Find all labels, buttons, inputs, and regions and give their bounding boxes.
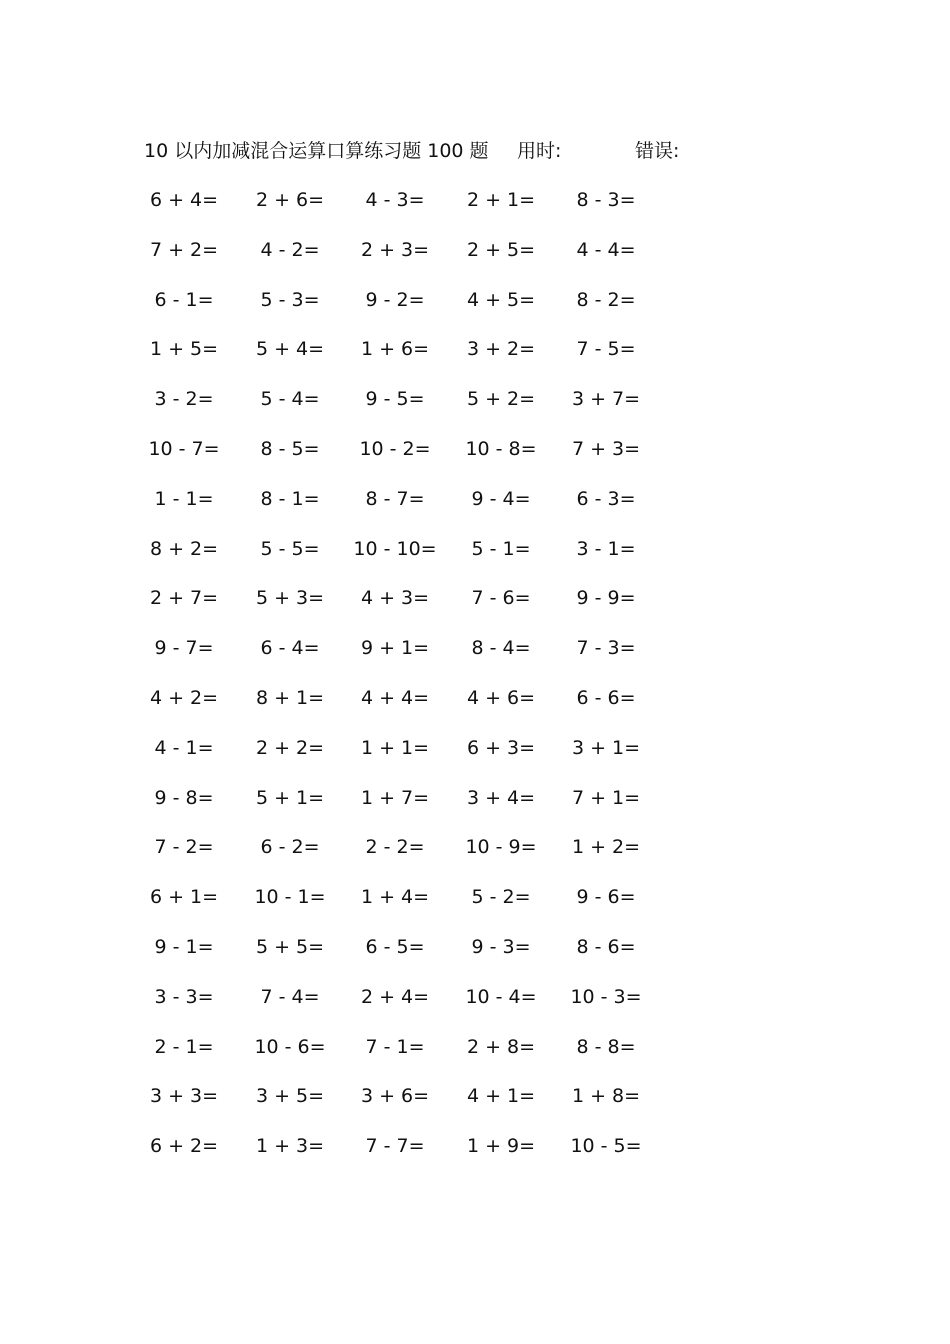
problem-cell: 9 - 2= xyxy=(365,288,425,311)
problem-cell: 2 + 2= xyxy=(255,736,325,759)
problem-row xyxy=(0,1132,950,1182)
problem-cell: 5 + 3= xyxy=(255,587,325,610)
problem-cell: 6 - 3= xyxy=(576,487,636,510)
problem-cell: 8 - 5= xyxy=(260,437,320,460)
problem-cell: 4 - 4= xyxy=(576,238,636,261)
problem-cell: 2 + 6= xyxy=(255,189,325,211)
problem-cell: 3 - 3= xyxy=(154,985,214,1008)
problem-cell: 8 - 2= xyxy=(576,288,636,311)
problem-cell: 5 - 2= xyxy=(471,886,531,909)
problem-cell: 9 + 1= xyxy=(360,637,430,660)
problem-cell: 10 - 6= xyxy=(254,1035,326,1058)
worksheet-title: 10 以内加减混合运算口算练习题 100 题 xyxy=(144,140,489,162)
problem-row xyxy=(0,535,950,585)
problem-cell: 2 + 1= xyxy=(466,189,536,211)
problem-cell: 9 - 9= xyxy=(576,587,636,610)
problem-cell: 4 + 5= xyxy=(466,288,536,311)
problem-row xyxy=(0,833,950,883)
problem-cell: 4 + 1= xyxy=(466,1085,536,1108)
problem-cell: 10 - 9= xyxy=(465,836,537,859)
problem-cell: 1 + 2= xyxy=(571,836,641,859)
error-label: 错误: xyxy=(635,140,680,162)
problem-cell: 4 - 3= xyxy=(365,189,425,211)
problem-cell: 5 + 2= xyxy=(466,388,536,411)
problem-row xyxy=(0,435,950,485)
problem-cell: 10 - 5= xyxy=(570,1135,642,1158)
problem-cell: 8 + 1= xyxy=(255,686,325,709)
problem-row xyxy=(0,734,950,784)
problem-cell: 4 + 6= xyxy=(466,686,536,709)
problem-cell: 3 + 5= xyxy=(255,1085,325,1108)
problem-cell: 10 - 2= xyxy=(359,437,431,460)
problem-cell: 1 + 6= xyxy=(360,338,430,361)
problem-cell: 4 - 2= xyxy=(260,238,320,261)
problem-cell: 7 - 7= xyxy=(365,1135,425,1158)
problem-cell: 9 - 3= xyxy=(471,935,531,958)
problem-row xyxy=(0,584,950,634)
problem-cell: 6 + 1= xyxy=(149,886,219,909)
problem-cell: 2 + 8= xyxy=(466,1035,536,1058)
problem-cell: 8 + 2= xyxy=(149,537,219,560)
problem-row xyxy=(0,784,950,834)
problem-row xyxy=(0,883,950,933)
problem-cell: 7 - 4= xyxy=(260,985,320,1008)
problem-row xyxy=(0,634,950,684)
problem-cell: 1 + 7= xyxy=(360,786,430,809)
problem-cell: 4 - 1= xyxy=(154,736,214,759)
problem-cell: 1 - 1= xyxy=(154,487,214,510)
problem-cell: 3 - 2= xyxy=(154,388,214,411)
problem-row xyxy=(0,335,950,385)
problem-row xyxy=(0,684,950,734)
problem-cell: 2 + 7= xyxy=(149,587,219,610)
problem-cell: 7 - 6= xyxy=(471,587,531,610)
problem-cell: 6 + 2= xyxy=(149,1135,219,1158)
problem-cell: 8 - 3= xyxy=(576,189,636,211)
problem-cell: 3 + 1= xyxy=(571,736,641,759)
problem-row xyxy=(0,186,950,236)
problem-cell: 5 - 4= xyxy=(260,388,320,411)
problem-cell: 7 - 5= xyxy=(576,338,636,361)
problem-cell: 6 - 6= xyxy=(576,686,636,709)
problem-cell: 8 - 1= xyxy=(260,487,320,510)
problem-cell: 5 + 5= xyxy=(255,935,325,958)
problem-cell: 8 - 6= xyxy=(576,935,636,958)
problem-cell: 9 - 4= xyxy=(471,487,531,510)
problem-cell: 9 - 5= xyxy=(365,388,425,411)
problem-cell: 1 + 1= xyxy=(360,736,430,759)
problem-cell: 2 + 4= xyxy=(360,985,430,1008)
problem-cell: 4 + 4= xyxy=(360,686,430,709)
problem-grid xyxy=(0,186,950,1182)
problem-cell: 3 + 4= xyxy=(466,786,536,809)
problem-cell: 6 - 5= xyxy=(365,935,425,958)
problem-cell: 8 - 7= xyxy=(365,487,425,510)
problem-cell: 9 - 1= xyxy=(154,935,214,958)
problem-cell: 1 + 8= xyxy=(571,1085,641,1108)
problem-cell: 3 + 6= xyxy=(360,1085,430,1108)
problem-cell: 7 + 1= xyxy=(571,786,641,809)
problem-cell: 5 + 4= xyxy=(255,338,325,361)
problem-cell: 1 + 3= xyxy=(255,1135,325,1158)
problem-cell: 2 - 1= xyxy=(154,1035,214,1058)
problem-cell: 8 - 8= xyxy=(576,1035,636,1058)
problem-cell: 6 + 3= xyxy=(466,736,536,759)
problem-cell: 3 - 1= xyxy=(576,537,636,560)
problem-cell: 10 - 4= xyxy=(465,985,537,1008)
problem-cell: 7 - 3= xyxy=(576,637,636,660)
problem-cell: 3 + 7= xyxy=(571,388,641,411)
problem-cell: 10 - 10= xyxy=(353,537,437,560)
problem-cell: 2 - 2= xyxy=(365,836,425,859)
problem-cell: 2 + 3= xyxy=(360,238,430,261)
problem-row xyxy=(0,385,950,435)
problem-cell: 3 + 2= xyxy=(466,338,536,361)
problem-cell: 1 + 5= xyxy=(149,338,219,361)
problem-cell: 5 - 1= xyxy=(471,537,531,560)
problem-cell: 10 - 3= xyxy=(570,985,642,1008)
problem-cell: 10 - 8= xyxy=(465,437,537,460)
problem-row xyxy=(0,1033,950,1083)
problem-cell: 7 - 2= xyxy=(154,836,214,859)
problem-row xyxy=(0,485,950,535)
problem-cell: 6 - 1= xyxy=(154,288,214,311)
problem-row xyxy=(0,983,950,1033)
problem-cell: 9 - 6= xyxy=(576,886,636,909)
problem-cell: 1 + 4= xyxy=(360,886,430,909)
problem-cell: 1 + 9= xyxy=(466,1135,536,1158)
problem-cell: 5 - 3= xyxy=(260,288,320,311)
problem-cell: 2 + 5= xyxy=(466,238,536,261)
problem-cell: 6 - 2= xyxy=(260,836,320,859)
problem-cell: 8 - 4= xyxy=(471,637,531,660)
problem-cell: 9 - 7= xyxy=(154,637,214,660)
problem-cell: 4 + 2= xyxy=(149,686,219,709)
problem-cell: 7 - 1= xyxy=(365,1035,425,1058)
problem-cell: 4 + 3= xyxy=(360,587,430,610)
problem-cell: 10 - 1= xyxy=(254,886,326,909)
problem-cell: 7 + 2= xyxy=(149,238,219,261)
problem-cell: 6 - 4= xyxy=(260,637,320,660)
problem-cell: 9 - 8= xyxy=(154,786,214,809)
problem-cell: 7 + 3= xyxy=(571,437,641,460)
problem-row xyxy=(0,236,950,286)
time-label: 用时: xyxy=(517,140,562,162)
problem-cell: 5 - 5= xyxy=(260,537,320,560)
problem-cell: 10 - 7= xyxy=(148,437,220,460)
problem-row xyxy=(0,933,950,983)
problem-cell: 6 + 4= xyxy=(149,189,219,211)
problem-row xyxy=(0,286,950,336)
problem-row xyxy=(0,1082,950,1132)
problem-cell: 5 + 1= xyxy=(255,786,325,809)
problem-cell: 3 + 3= xyxy=(149,1085,219,1108)
